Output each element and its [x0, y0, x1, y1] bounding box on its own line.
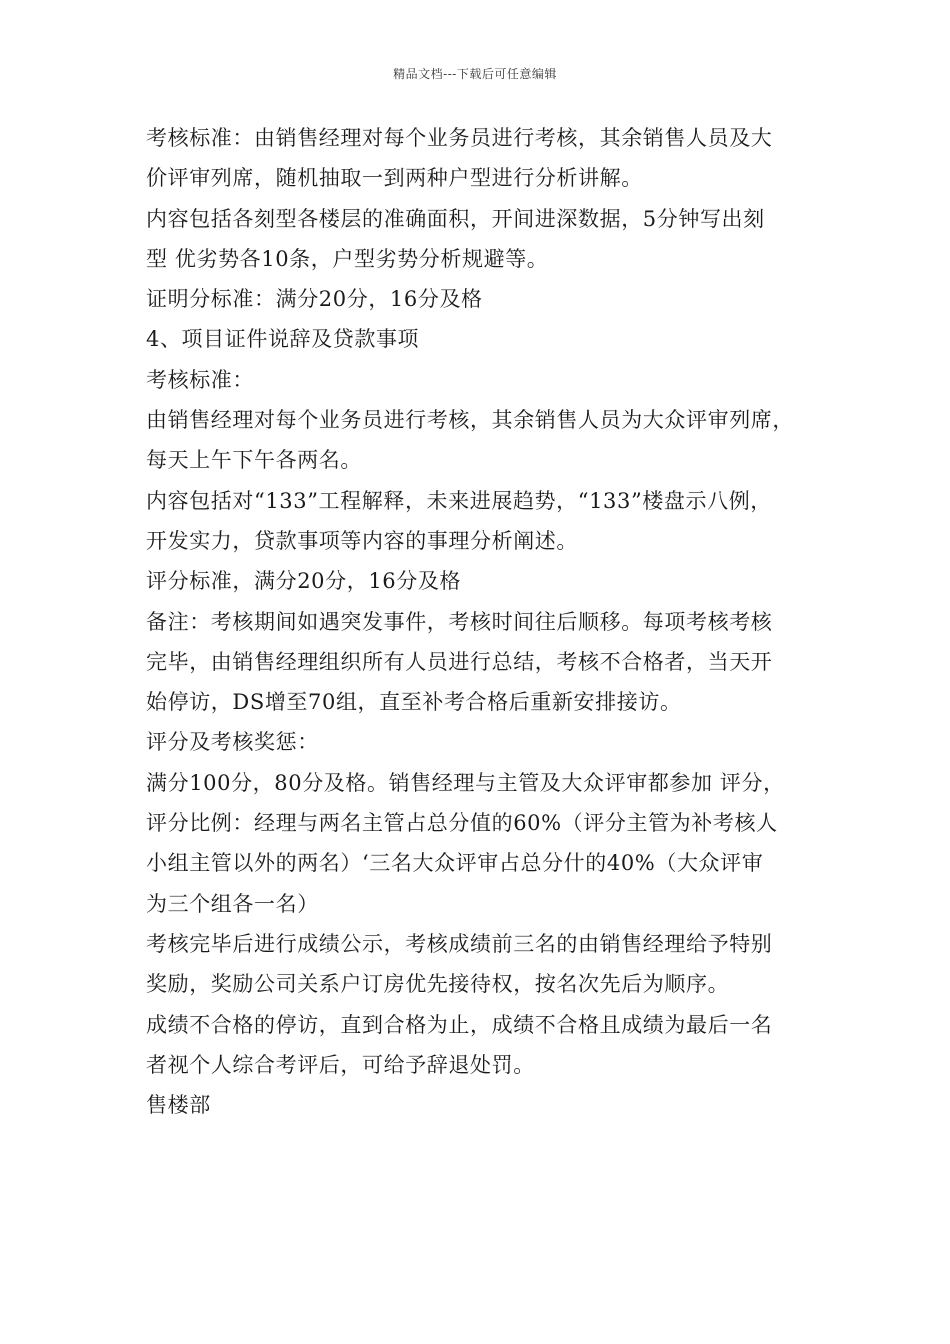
- text-line: 考核完毕后进行成绩公示，考核成绩前三名的由销售经理给予特别: [146, 931, 773, 956]
- text-line: 型 优劣势各10条，户型劣势分析规避等。: [146, 246, 549, 271]
- text-line: 考核标准：: [146, 367, 254, 392]
- text-line: 内容包括对“133”工程解释，未来进展趋势，“133”楼盘示八例，: [146, 488, 772, 513]
- text-line: 者视个人综合考评后，可给予辞退处罚。: [146, 1052, 535, 1077]
- text-line: 每天上午下午各两名。: [146, 448, 362, 473]
- document-body: [146, 118, 826, 1125]
- text-line: 为三个组各一名）: [146, 891, 319, 916]
- text-line: 价评审列席，随机抽取一到两种户型进行分析讲解。: [146, 166, 643, 191]
- text-line: 评分及考核奖惩：: [146, 730, 319, 755]
- signature-department: 售楼部: [146, 1093, 211, 1118]
- text-line: 由销售经理对每个业务员进行考核，其余销售人员为大众评审列席，: [146, 408, 794, 433]
- text-line: 开发实力，贷款事项等内容的事理分析阐述。: [146, 528, 578, 553]
- text-line: 完毕，由销售经理组织所有人员进行总结，考核不合格者，当天开: [146, 649, 773, 674]
- section-heading: 4、项目证件说辞及贷款事项: [146, 327, 420, 352]
- text-line: 奖励，奖励公司关系户订房优先接待权，按名次先后为顺序。: [146, 972, 730, 997]
- text-line: 内容包括各刻型各楼层的准确面积，开间进深数据，5分钟写出刻: [146, 206, 765, 231]
- text-line: 评分标准，满分20分，16分及格: [146, 569, 462, 594]
- text-line: 始停访，DS增至70组，直至补考合格后重新安排接访。: [146, 690, 682, 715]
- text-line: 满分100分，80分及格。销售经理与主管及大众评审都参加 评分，: [146, 770, 785, 795]
- text-line: 小组主管以外的两名）‘三名大众评审占总分什的40%（大众评审: [146, 851, 764, 876]
- text-line: 证明分标准：满分20分，16分及格: [146, 287, 483, 312]
- text-line: 备注：考核期间如遇突发事件，考核时间往后顺移。每项考核考核: [146, 609, 773, 634]
- text-line: 评分比例：经理与两名主管占总分值的60%（评分主管为补考核人: [146, 811, 778, 836]
- text-line: 考核标准：由销售经理对每个业务员进行考核，其余销售人员及大: [146, 126, 773, 150]
- page-header: 精品文档---下载后可任意编辑: [393, 67, 557, 81]
- text-line: 成绩不合格的停访，直到合格为止，成绩不合格且成绩为最后一名: [146, 1012, 773, 1037]
